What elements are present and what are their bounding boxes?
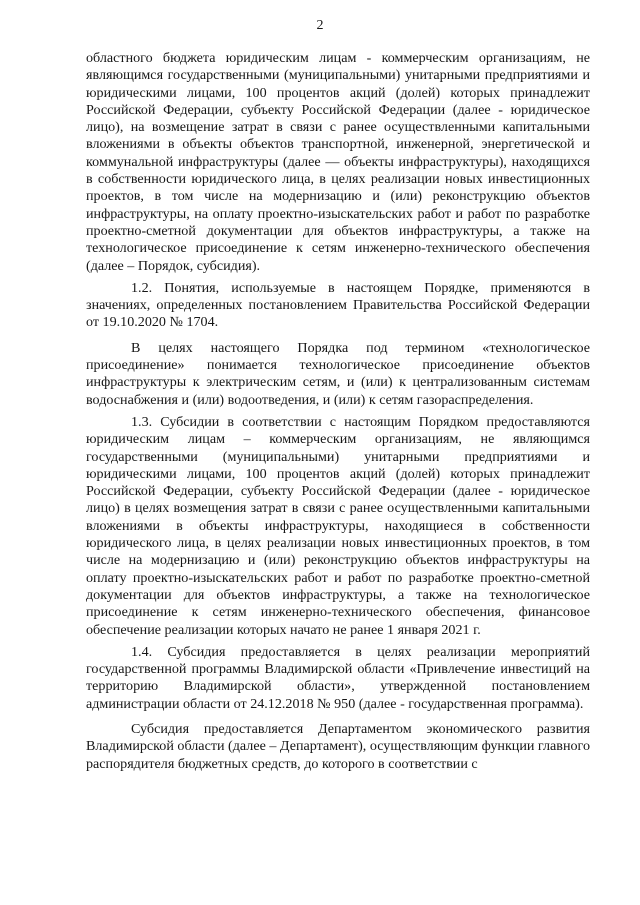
paragraph-technological-connection: В целях настоящего Порядка под термином «технологическое присоединение» понимается технологическое присоединение объектов инфраструктуры к электрическим сетям, и (или) к централизованным системам водоснабжения и (или) водоотведения, и (или) к сетям газораспределения.	[86, 339, 590, 408]
document-body	[86, 50, 590, 773]
paragraph-1-3: 1.3. Субсидии в соответствии с настоящим Порядком предоставляются юридическим лицам – коммерческим организациям, не являющимся государственными (муниципальными) унитарными предприятиями и юридическими лицами, 100 процентов акций (долей) которых принадлежит Российской Федерации, субъекту Российской Федерации (далее - юридическое лицо) в целях возмещения затрат в связи с ранее осуществленными капитальными вложениями в объекты инфраструктуры, находящиеся в собственности юридического лица, в целях реализации новых инвестиционных проектов, в том числе на модернизацию и (или) реконструкцию объектов инфраструктуры на оплату проектно-изыскательских работ и работ по разработке проектно-сметной документации для объектов инфраструктуры, а также на технологическое присоединение к сетям инженерно-технического обеспечения, финансовое обеспечение реализации которых начато не ранее 1 января 2021 г.	[86, 413, 590, 638]
paragraph-1-4: 1.4. Субсидия предоставляется в целях реализации мероприятий государственной программы Владимирской области «Привлечение инвестиций на территорию Владимирской области», утвержденной постановлением администрации области от 24.12.2018 № 950 (далее - государственная программа).	[86, 643, 590, 712]
page-number: 2	[316, 18, 324, 33]
paragraph-subsidy-provider: Субсидия предоставляется Департаментом экономического развития Владимирской области (далее – Департамент), осуществляющим функции главного распорядителя бюджетных средств, до которого в соответствии с	[86, 720, 591, 772]
paragraph-1-1-continuation: областного бюджета юридическим лицам - коммерческим организациям, не являющимся государственными (муниципальными) унитарными предприятиями и юридическими лицами, 100 процентов акций (долей) которых принадлежит Российской Федерации, субъекту Российской Федерации (далее - юридическое лицо), на возмещение затрат в связи с ранее осуществленными капитальными вложениями в объекты объектов транспортной, инженерной, энергетической и коммунальной инфраструктуры (далее — объекты инфраструктуры), находящихся в собственности юридического лица, в целях реализации новых инвестиционных проектов, в том числе на модернизацию и (или) реконструкцию объектов инфраструктуры, на оплату проектно-изыскательских работ и работ по разработке проектно-сметной документации для объектов инфраструктуры, а также на технологическое присоединение к сетям инженерно-технического обеспечения (далее – Порядок, субсидия).	[86, 50, 590, 274]
paragraph-1-2: 1.2. Понятия, используемые в настоящем Порядке, применяются в значениях, определенных постановлением Правительства Российской Федерации от 19.10.2020 № 1704.	[86, 279, 590, 331]
